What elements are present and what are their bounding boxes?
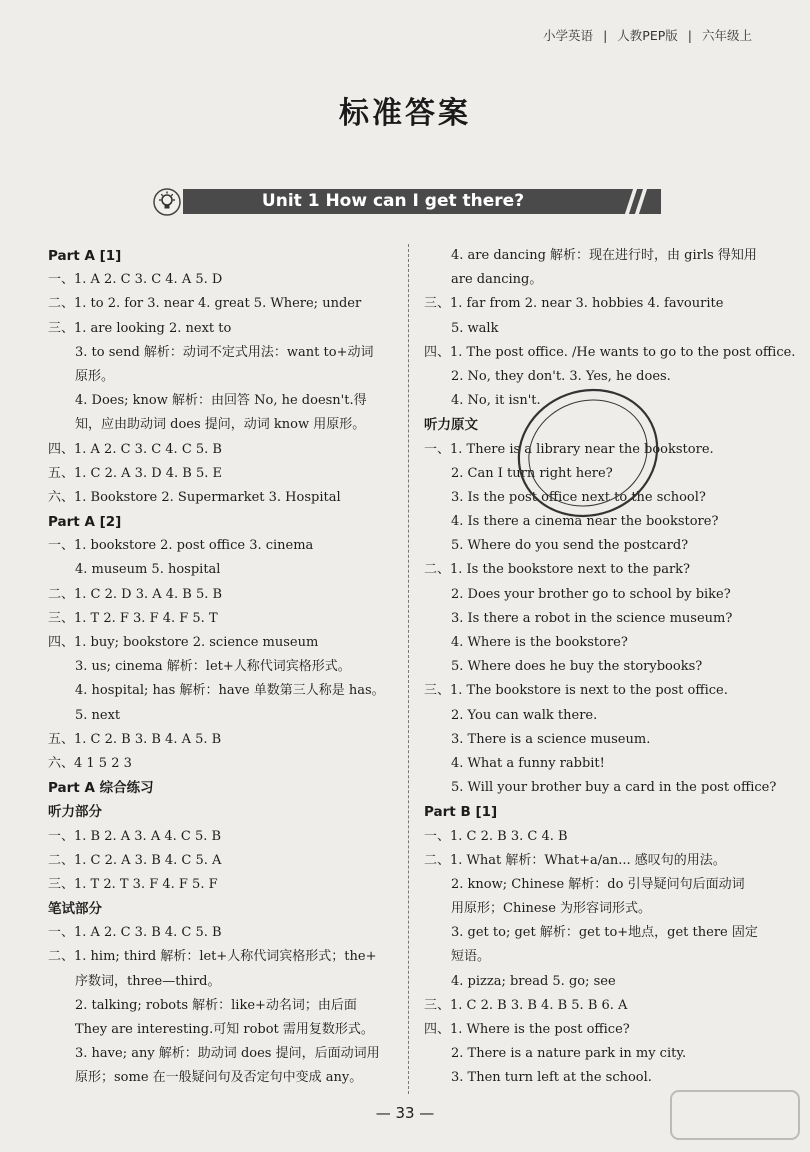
answer-line: 4. pizza; bread 5. go; see [451, 973, 616, 989]
answer-line: 3. to send 解析：动词不定式用法：want to+动词 [75, 344, 374, 360]
answer-line: 序数词，three—third。 [75, 973, 221, 989]
answer-line: 二、1. Is the bookstore next to the park? [424, 562, 691, 578]
answer-line: 五、1. C 2. A 3. D 4. B 5. E [48, 465, 223, 481]
answer-line: 4. No, it isn't. [451, 393, 541, 409]
answer-line: 二、1. him; third 解析：let+人称代词宾格形式；the+ [48, 949, 377, 965]
section-heading: Part A [2] [48, 514, 122, 531]
answer-line: 知，应由助动词 does 提问，动词 know 用原形。 [75, 417, 366, 433]
answer-line: 用原形；Chinese 为形容词形式。 [451, 901, 652, 917]
answer-line: They are interesting.可知 robot 需用复数形式。 [75, 1022, 374, 1037]
answer-line: 一、1. A 2. C 3. C 4. A 5. D [48, 272, 223, 288]
answer-line: 3. have; any 解析：助动词 does 提问，后面动词用 [75, 1046, 380, 1062]
answer-line: 5. Where do you send the postcard? [451, 538, 689, 554]
answer-line: 三、1. far from 2. near 3. hobbies 4. favourite [424, 296, 724, 312]
answer-line: 六、1. Bookstore 2. Supermarket 3. Hospital [48, 489, 341, 505]
answer-line: 三、1. C 2. B 3. B 4. B 5. B 6. A [424, 997, 628, 1013]
answer-line: 3. get to; get 解析：get to+地点，get there 固定 [451, 925, 758, 941]
section-heading: 笔试部分 [48, 901, 102, 918]
answer-line: 2. know; Chinese 解析：do 引导疑问句后面动词 [451, 876, 745, 892]
answer-line: 三、1. T 2. F 3. F 4. F 5. T [48, 610, 218, 626]
answer-line: 5. Will your brother buy a card in the post office? [451, 780, 777, 796]
answer-line: 一、1. There is a library near the bookstore. [424, 441, 714, 457]
answer-line: 四、1. Where is the post office? [424, 1022, 630, 1037]
answer-line: 5. Where does he buy the storybooks? [451, 659, 703, 675]
answer-line: 4. Does; know 解析：由回答 No, he doesn't.得 [75, 393, 367, 409]
answer-line: 3. There is a science museum. [451, 731, 651, 747]
answer-line: 二、1. C 2. D 3. A 4. B 5. B [48, 586, 223, 602]
section-heading: Part B [1] [424, 804, 498, 821]
section-heading: Part A [1] [48, 248, 122, 264]
stamp-seal [508, 378, 668, 528]
unit-title-band [183, 189, 661, 214]
answer-line: 3. Is there a robot in the science museum? [451, 610, 733, 626]
answer-line: 4. hospital; has 解析：have 单数第三人称是 has。 [75, 683, 385, 699]
answer-line: 2. Can I turn right here? [451, 465, 613, 481]
answer-line: 四、1. buy; bookstore 2. science museum [48, 635, 319, 650]
section-heading: Part A 综合练习 [48, 780, 154, 797]
answer-line: 2. talking; robots 解析：like+动名词；由后面 [75, 997, 357, 1013]
header-subject: 小学英语 [543, 28, 594, 43]
answer-line: 三、1. are looking 2. next to [48, 320, 232, 336]
answer-line: 2. There is a nature park in my city. [451, 1046, 687, 1062]
answer-line: 原形。 [75, 368, 115, 384]
answer-line: 四、1. The post office. /He wants to go to the post office. [424, 344, 796, 360]
answer-line: 4. museum 5. hospital [75, 562, 221, 578]
column-divider [408, 244, 409, 1094]
answer-line: 4. What a funny rabbit! [451, 755, 605, 771]
answer-line: 五、1. C 2. B 3. B 4. A 5. B [48, 731, 222, 747]
answer-line: 3. Is the post office next to the school? [451, 489, 706, 505]
page-header [543, 26, 752, 44]
header-grade: 六年级上 [701, 28, 752, 43]
answer-line: 四、1. A 2. C 3. C 4. C 5. B [48, 441, 222, 457]
section-heading: 听力部分 [48, 804, 102, 821]
answer-line: 一、1. A 2. C 3. B 4. C 5. B [48, 925, 222, 941]
answer-line: 4. Is there a cinema near the bookstore? [451, 514, 719, 530]
answer-line: 2. Does your brother go to school by bike? [451, 586, 731, 602]
answer-line: 短语。 [451, 949, 491, 965]
header-edition: 人教PEP版 [617, 28, 678, 43]
answer-line: 4. are dancing 解析：现在进行时，由 girls 得知用 [451, 248, 757, 263]
answer-line: are dancing。 [451, 272, 543, 288]
unit-title: Unit 1 How can I get there? [261, 191, 525, 211]
answer-line: 一、1. bookstore 2. post office 3. cinema [48, 538, 314, 554]
answer-line: 一、1. C 2. B 3. C 4. B [424, 828, 568, 844]
page-title: 标准答案 [339, 96, 471, 131]
answer-line: 三、1. The bookstore is next to the post office. [424, 683, 728, 699]
answer-line: 原形；some 在一般疑问句及否定句中变成 any。 [75, 1070, 363, 1086]
left-answer-column [48, 244, 398, 1091]
header-separator: | [687, 28, 692, 43]
answer-line: 二、1. What 解析：What+a/an... 感叹句的用法。 [424, 852, 726, 868]
lightbulb-icon [153, 188, 181, 216]
right-answer-column [424, 244, 796, 1091]
page-number: — 33 — [375, 1104, 435, 1122]
answer-line: 5. walk [451, 320, 499, 336]
answer-line: 2. You can walk there. [451, 707, 598, 723]
answer-line: 一、1. B 2. A 3. A 4. C 5. B [48, 828, 222, 844]
answer-line: 3. Then turn left at the school. [451, 1070, 652, 1086]
answer-line: 三、1. T 2. T 3. F 4. F 5. F [48, 876, 218, 892]
answer-line: 二、1. C 2. A 3. B 4. C 5. A [48, 852, 222, 868]
answer-line: 4. Where is the bookstore? [451, 635, 628, 650]
header-separator: | [603, 28, 608, 43]
answer-line: 3. us; cinema 解析：let+人称代词宾格形式。 [75, 659, 351, 675]
answer-line: 二、1. to 2. for 3. near 4. great 5. Where; under [48, 296, 362, 312]
section-heading: 听力原文 [424, 417, 478, 434]
answer-line: 5. next [75, 707, 121, 723]
answer-line: 2. No, they don't. 3. Yes, he does. [451, 368, 671, 384]
answer-line: 六、4 1 5 2 3 [48, 755, 132, 771]
